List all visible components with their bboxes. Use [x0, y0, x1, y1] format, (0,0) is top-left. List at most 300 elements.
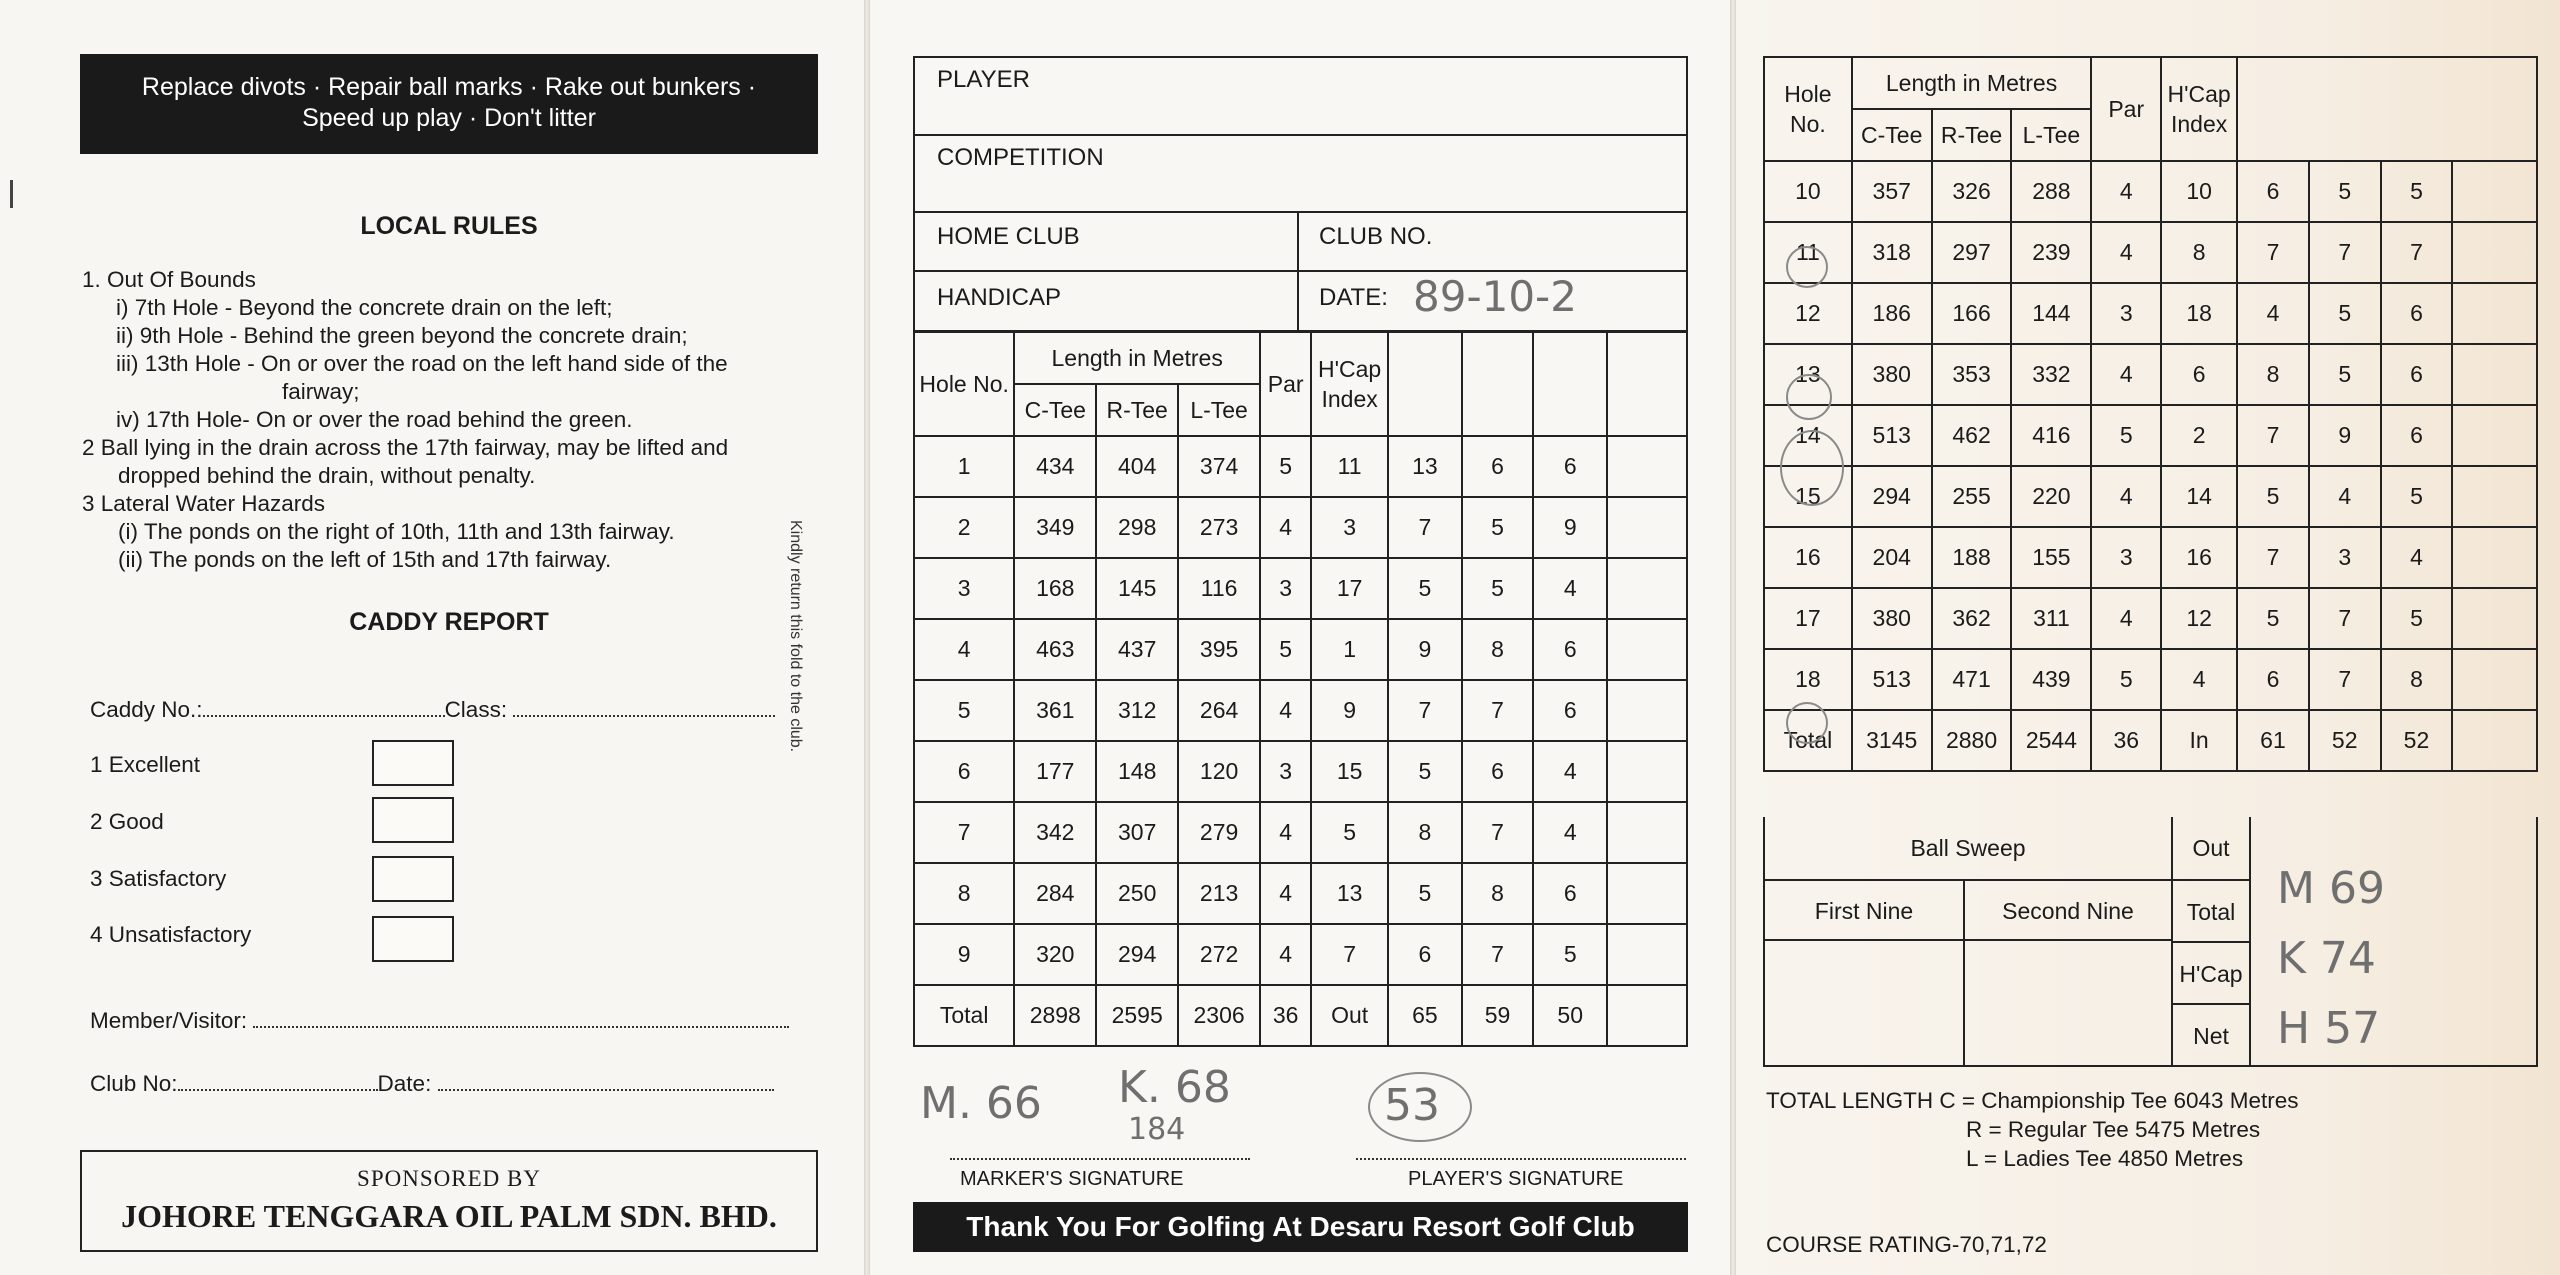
first-nine-field[interactable]	[1763, 939, 1965, 1067]
handwritten-score: 3	[2338, 544, 2352, 570]
l-tee-length: 2544	[2011, 710, 2091, 771]
score-cell[interactable]	[2309, 710, 2381, 771]
c-tee-length: 357	[1852, 161, 1932, 222]
par-value: 4	[2091, 466, 2161, 527]
course-rating: COURSE RATING-70,71,72	[1766, 1232, 2047, 1257]
score-cell[interactable]	[1533, 924, 1607, 985]
handwritten-score: 7	[2338, 666, 2352, 692]
length-header: Length in Metres	[1852, 57, 2092, 109]
club-no-field[interactable]	[178, 1075, 378, 1091]
member-visitor-label: Member/Visitor:	[90, 1008, 248, 1033]
handwritten-score: 7	[2338, 239, 2352, 265]
handwritten-score: 6	[2410, 300, 2423, 326]
total-row	[914, 985, 1687, 1046]
c-tee-length: 294	[1852, 466, 1932, 527]
hole-row	[914, 680, 1687, 741]
handwritten-score: 52	[2403, 727, 2430, 753]
player-signature-label: PLAYER'S SIGNATURE	[1408, 1168, 1624, 1190]
score-cell[interactable]	[2309, 161, 2381, 222]
handwritten-score: 6	[1418, 941, 1432, 967]
handwritten-score: 5	[1418, 880, 1432, 906]
score-cell[interactable]	[1388, 863, 1462, 924]
score-cell[interactable]	[1607, 741, 1687, 802]
score-cell[interactable]	[1388, 497, 1462, 558]
l-tee-length: 272	[1178, 924, 1260, 985]
hcap-index-header: H'Cap Index	[1311, 332, 1388, 436]
hcap-label: H'Cap	[2171, 941, 2251, 1005]
score-col-header[interactable]	[1607, 332, 1687, 436]
second-nine-label: Second Nine	[1963, 879, 2173, 941]
r-tee-length: 255	[1932, 466, 2012, 527]
par-value: 4	[1260, 802, 1311, 863]
handwritten-score: 7	[1418, 514, 1432, 540]
score-col-header[interactable]	[1388, 332, 1462, 436]
score-cell[interactable]	[1388, 680, 1462, 741]
score-cell[interactable]	[1462, 558, 1534, 619]
handicap-row	[915, 272, 1686, 332]
handwritten-score: 52	[2331, 727, 2358, 753]
handwritten-score: 9	[1563, 514, 1577, 540]
par-value: 3	[1260, 558, 1311, 619]
handwritten-score: 7	[2266, 239, 2280, 265]
circled-hole-14	[1780, 430, 1844, 506]
r-tee-length: 297	[1932, 222, 2012, 283]
hcap-index: 5	[1311, 802, 1388, 863]
handwritten-score: 6	[1491, 453, 1504, 479]
score-cell[interactable]	[1533, 436, 1607, 497]
first-nine-label: First Nine	[1763, 879, 1965, 941]
hcap-index-header: H'Cap Index	[2161, 57, 2237, 161]
date-field[interactable]	[438, 1075, 774, 1091]
hole-row	[914, 863, 1687, 924]
score-cell[interactable]	[2237, 527, 2309, 588]
handwritten-score: 5	[1418, 575, 1432, 601]
hcap-index: 10	[2161, 161, 2237, 222]
par-value: 4	[2091, 588, 2161, 649]
rule-item: 1. Out Of Bounds	[82, 267, 256, 292]
l-tee-length: 439	[2011, 649, 2091, 710]
score-cell[interactable]	[1462, 863, 1534, 924]
rule-item: i) 7th Hole - Beyond the concrete drain on the left;	[116, 295, 613, 320]
rule-item: (ii) The ponds on the left of 15th and 17th fairway.	[118, 547, 612, 572]
score-cell[interactable]	[2452, 405, 2537, 466]
handwritten-score: 6	[1563, 453, 1577, 479]
r-tee-length: 437	[1096, 619, 1178, 680]
handwritten-score: 6	[1563, 636, 1577, 662]
r-tee-length: 188	[1932, 527, 2012, 588]
hole-number: 5	[914, 680, 1014, 741]
hcap-index: 1	[1311, 619, 1388, 680]
hole-number: 16	[1764, 527, 1852, 588]
score-cell[interactable]	[2309, 466, 2381, 527]
score-cell[interactable]	[2309, 344, 2381, 405]
par-value: 3	[1260, 741, 1311, 802]
front-nine-scorecard	[913, 331, 1688, 1047]
handwritten-score: 5	[2266, 605, 2280, 631]
rating-excellent: 1 Excellent	[90, 752, 201, 777]
hcap-index: 16	[2161, 527, 2237, 588]
score-cell[interactable]	[1462, 741, 1534, 802]
hole-number: 12	[1764, 283, 1852, 344]
handwritten-score: 6	[1491, 758, 1504, 784]
r-tee-length: 166	[1932, 283, 2012, 344]
club-no-label: CLUB NO.	[1319, 223, 1433, 250]
score-cell[interactable]	[2309, 649, 2381, 710]
c-tee-length: 168	[1014, 558, 1096, 619]
l-tee-length: 220	[2011, 466, 2091, 527]
score-cell[interactable]	[2381, 405, 2453, 466]
club-date-row	[90, 1071, 774, 1097]
competition-label: COMPETITION	[937, 144, 1104, 171]
handwritten-score: 6	[1563, 880, 1577, 906]
score-cell[interactable]	[2452, 588, 2537, 649]
rating-excellent-checkbox[interactable]	[372, 740, 454, 786]
score-cell[interactable]	[2309, 283, 2381, 344]
score-cell[interactable]	[1533, 497, 1607, 558]
r-tee-length: 294	[1096, 924, 1178, 985]
score-cell[interactable]	[2381, 588, 2453, 649]
handwritten-score: 7	[2410, 239, 2423, 265]
score-cell[interactable]	[2452, 283, 2537, 344]
handwritten-score: 8	[1491, 636, 1504, 662]
l-tee-length: 273	[1178, 497, 1260, 558]
hole-row	[1764, 283, 2537, 344]
hcap-index: 3	[1311, 497, 1388, 558]
hole-number: 3	[914, 558, 1014, 619]
circled-hole-11	[1786, 246, 1828, 288]
handwritten-score: 50	[1557, 1002, 1584, 1028]
handwritten-score: 5	[2338, 361, 2352, 387]
c-tee-header: C-Tee	[1852, 109, 1932, 161]
return-fold-note: Kindly return this fold to the club.	[787, 520, 804, 753]
handwritten-score: 5	[2338, 178, 2352, 204]
score-cell[interactable]	[1533, 680, 1607, 741]
score-cell[interactable]	[1388, 924, 1462, 985]
par-value: 5	[2091, 649, 2161, 710]
c-tee-length: 320	[1014, 924, 1096, 985]
score-cell[interactable]	[2237, 649, 2309, 710]
score-cell[interactable]	[1462, 497, 1534, 558]
total-label: Total	[2171, 879, 2251, 943]
hole-number: 10	[1764, 161, 1852, 222]
score-cell[interactable]	[2237, 405, 2309, 466]
summary-hw-3: H 57	[2277, 1003, 2381, 1054]
score-cell[interactable]	[1607, 802, 1687, 863]
caddy-no-field[interactable]	[203, 701, 445, 717]
score-col-header[interactable]	[2237, 57, 2537, 161]
hole-row	[1764, 344, 2537, 405]
sponsor-name: JOHORE TENGGARA OIL PALM SDN. BHD.	[121, 1198, 777, 1234]
marker-signature-line[interactable]	[950, 1158, 1250, 1160]
hcap-index: 18	[2161, 283, 2237, 344]
score-cell[interactable]	[1607, 558, 1687, 619]
hcap-index: 7	[1311, 924, 1388, 985]
circled-hole-13	[1786, 374, 1832, 420]
handwritten-score: 4	[2266, 300, 2280, 326]
hole-row	[1764, 222, 2537, 283]
score-cell[interactable]	[2381, 710, 2453, 771]
summary-hw-1: M 69	[2277, 863, 2385, 914]
hole-row	[914, 436, 1687, 497]
c-tee-length: 380	[1852, 588, 1932, 649]
score-cell[interactable]	[2381, 222, 2453, 283]
score-cell[interactable]	[1533, 802, 1607, 863]
score-cell[interactable]	[2237, 283, 2309, 344]
handwritten-score: 5	[1491, 514, 1504, 540]
par-value: 4	[2091, 344, 2161, 405]
r-tee-length: 462	[1932, 405, 2012, 466]
handwritten-score: 13	[1412, 453, 1438, 479]
r-tee-length: 250	[1096, 863, 1178, 924]
hole-row	[914, 558, 1687, 619]
score-cell[interactable]	[2452, 344, 2537, 405]
handwritten-score: 4	[1563, 819, 1577, 845]
caddy-no-label: Caddy No.:	[90, 697, 203, 722]
handwritten-score: 9	[2338, 422, 2352, 448]
hole-row	[1764, 527, 2537, 588]
competition-row[interactable]	[915, 136, 1686, 213]
score-cell[interactable]	[2237, 222, 2309, 283]
hole-no-header: Hole No.	[1764, 57, 1852, 161]
hole-number: 15	[1764, 466, 1852, 527]
score-cell[interactable]	[2309, 405, 2381, 466]
score-cell[interactable]	[2381, 649, 2453, 710]
score-cell[interactable]	[1388, 558, 1462, 619]
r-tee-length: 362	[1932, 588, 2012, 649]
hole-number: 11	[1764, 222, 1852, 283]
hole-row	[914, 619, 1687, 680]
score-cell[interactable]	[1533, 558, 1607, 619]
handwritten-score: 65	[1412, 1002, 1438, 1028]
c-tee-length: 513	[1852, 649, 1932, 710]
hcap-index: 13	[1311, 863, 1388, 924]
score-cell[interactable]	[1462, 985, 1534, 1046]
rating-unsatisfactory: 4 Unsatisfactory	[90, 922, 252, 947]
score-cell[interactable]	[1462, 924, 1534, 985]
handwritten-score: 7	[2338, 605, 2352, 631]
score-cell[interactable]	[2309, 527, 2381, 588]
r-tee-length: 298	[1096, 497, 1178, 558]
score-cell[interactable]	[1462, 802, 1534, 863]
score-cell[interactable]	[1388, 985, 1462, 1046]
date-label: DATE:	[1319, 284, 1388, 311]
handwritten-score: 8	[2266, 361, 2280, 387]
hole-row	[914, 802, 1687, 863]
score-cell[interactable]	[2381, 527, 2453, 588]
l-tee-length: 155	[2011, 527, 2091, 588]
rule-item: iii) 13th Hole - On or over the road on the left hand side of the	[116, 351, 728, 376]
regular-tee-line: R = Regular Tee 5475 Metres	[1966, 1117, 2261, 1142]
score-cell[interactable]	[1607, 985, 1687, 1046]
caddy-no-row	[90, 697, 775, 723]
score-cell[interactable]	[2237, 161, 2309, 222]
score-cell[interactable]	[1533, 985, 1607, 1046]
r-tee-header: R-Tee	[1096, 384, 1178, 436]
par-value: 36	[2091, 710, 2161, 771]
rule-item: 2 Ball lying in the drain across the 17th fairway, may be lifted and	[82, 435, 729, 460]
player-label: PLAYER	[937, 66, 1030, 93]
score-cell[interactable]	[2381, 466, 2453, 527]
score-cell[interactable]	[2452, 527, 2537, 588]
l-tee-length: 116	[1178, 558, 1260, 619]
rule-item: (i) The ponds on the right of 10th, 11th and 13th fairway.	[118, 519, 675, 544]
score-cell[interactable]	[1462, 436, 1534, 497]
rating-satisfactory-checkbox[interactable]	[372, 856, 454, 902]
c-tee-length: 361	[1014, 680, 1096, 741]
l-tee-length: 239	[2011, 222, 2091, 283]
rule-item: dropped behind the drain, without penalty.	[118, 463, 536, 488]
score-cell[interactable]	[2237, 466, 2309, 527]
score-col-header[interactable]	[1462, 332, 1534, 436]
r-tee-length: 2880	[1932, 710, 2012, 771]
par-value: 4	[1260, 497, 1311, 558]
par-value: 4	[1260, 863, 1311, 924]
handwritten-score: 5	[1418, 758, 1432, 784]
score-cell[interactable]	[1462, 619, 1534, 680]
rating-good: 2 Good	[90, 809, 164, 834]
hcap-index: 12	[2161, 588, 2237, 649]
l-tee-header: L-Tee	[2011, 109, 2091, 161]
hole-number: 2	[914, 497, 1014, 558]
score-cell[interactable]	[1388, 802, 1462, 863]
r-tee-length: 148	[1096, 741, 1178, 802]
l-tee-length: 2306	[1178, 985, 1260, 1046]
score-cell[interactable]	[2452, 466, 2537, 527]
hole-row	[1764, 466, 2537, 527]
hole-number: 17	[1764, 588, 1852, 649]
par-value: 5	[1260, 619, 1311, 680]
score-col-header[interactable]	[1533, 332, 1607, 436]
rule-item: iv) 17th Hole- On or over the road behind the green.	[116, 407, 633, 432]
par-value: 4	[1260, 924, 1311, 985]
handwritten-score: 8	[1418, 819, 1432, 845]
c-tee-length: 513	[1852, 405, 1932, 466]
hcap-index: 14	[2161, 466, 2237, 527]
par-header: Par	[2091, 57, 2161, 161]
banner-line-2: Speed up play · Don't litter	[302, 104, 596, 132]
score-cell[interactable]	[2381, 283, 2453, 344]
score-cell[interactable]	[1533, 863, 1607, 924]
l-tee-length: 288	[2011, 161, 2091, 222]
score-cell[interactable]	[1607, 497, 1687, 558]
handwritten-score: 59	[1484, 1002, 1511, 1028]
score-cell[interactable]	[2452, 161, 2537, 222]
score-cell[interactable]	[2237, 344, 2309, 405]
score-cell[interactable]	[2452, 710, 2537, 771]
local-rules-title: LOCAL RULES	[360, 212, 538, 240]
total-row	[1764, 710, 2537, 771]
score-cell[interactable]	[1533, 619, 1607, 680]
r-tee-header: R-Tee	[1932, 109, 2012, 161]
handwritten-score: 5	[2410, 483, 2423, 509]
r-tee-length: 2595	[1096, 985, 1178, 1046]
score-cell[interactable]	[1388, 619, 1462, 680]
banner-line-1: Replace divots · Repair ball marks · Rake out bunkers ·	[141, 73, 757, 101]
r-tee-length: 326	[1932, 161, 2012, 222]
c-tee-length: 177	[1014, 741, 1096, 802]
score-cell[interactable]	[1533, 741, 1607, 802]
handwritten-score: 5	[2266, 483, 2280, 509]
rule-item: fairway;	[282, 379, 360, 404]
hole-number: 14	[1764, 405, 1852, 466]
c-tee-length: 3145	[1852, 710, 1932, 771]
handwritten-score: 7	[1491, 697, 1504, 723]
hole-number: 18	[1764, 649, 1852, 710]
player-row[interactable]	[915, 58, 1686, 136]
score-cell[interactable]	[2237, 710, 2309, 771]
rating-good-checkbox[interactable]	[372, 797, 454, 843]
player-signature-line[interactable]	[1356, 1158, 1686, 1160]
handwritten-score: 4	[2338, 483, 2352, 509]
hole-no-header: Hole No.	[914, 332, 1014, 436]
score-cell[interactable]	[2309, 588, 2381, 649]
score-cell[interactable]	[1607, 680, 1687, 741]
score-cell[interactable]	[2309, 222, 2381, 283]
player-info-box	[913, 56, 1688, 332]
l-tee-length: 279	[1178, 802, 1260, 863]
rating-unsatisfactory-checkbox[interactable]	[372, 916, 454, 962]
class-label: Class:	[444, 697, 508, 722]
hole-number: 9	[914, 924, 1014, 985]
edge-mark	[10, 180, 13, 208]
hole-row	[1764, 405, 2537, 466]
score-cell[interactable]	[1607, 436, 1687, 497]
score-cell[interactable]	[1607, 863, 1687, 924]
hcap-index: In	[2161, 710, 2237, 771]
handwritten-score: 6	[2410, 361, 2423, 387]
total-label: Total	[914, 985, 1014, 1046]
score-cell[interactable]	[2452, 649, 2537, 710]
member-visitor-field[interactable]	[253, 1012, 789, 1028]
score-cell[interactable]	[1462, 680, 1534, 741]
c-tee-length: 349	[1014, 497, 1096, 558]
r-tee-length: 404	[1096, 436, 1178, 497]
score-cell[interactable]	[2381, 161, 2453, 222]
score-cell[interactable]	[1607, 924, 1687, 985]
par-value: 4	[2091, 161, 2161, 222]
marker-note-m: M. 66	[920, 1078, 1042, 1129]
score-cell[interactable]	[2237, 588, 2309, 649]
par-value: 3	[2091, 283, 2161, 344]
score-cell[interactable]	[1607, 619, 1687, 680]
class-field[interactable]	[513, 701, 775, 717]
score-cell[interactable]	[1388, 741, 1462, 802]
total-label: Total	[1764, 710, 1852, 771]
hole-number: 4	[914, 619, 1014, 680]
hole-number: 13	[1764, 344, 1852, 405]
hcap-index: 4	[2161, 649, 2237, 710]
l-tee-length: 395	[1178, 619, 1260, 680]
handwritten-score: 5	[2410, 178, 2423, 204]
hole-row	[914, 497, 1687, 558]
handwritten-score: 4	[1563, 758, 1577, 784]
hcap-index: 8	[2161, 222, 2237, 283]
ball-sweep-box	[1763, 817, 2538, 1067]
c-tee-length: 380	[1852, 344, 1932, 405]
score-cell[interactable]	[2452, 222, 2537, 283]
handwritten-score: 4	[1563, 575, 1577, 601]
score-cell[interactable]	[1388, 436, 1462, 497]
l-tee-length: 416	[2011, 405, 2091, 466]
handwritten-score: 5	[1491, 575, 1504, 601]
second-nine-field[interactable]	[1963, 939, 2173, 1067]
home-club-row	[915, 213, 1686, 272]
back-nine-scorecard	[1763, 56, 2538, 772]
rule-item: ii) 9th Hole - Behind the green beyond the concrete drain;	[116, 323, 688, 348]
etiquette-banner	[80, 54, 818, 154]
score-cell[interactable]	[2381, 344, 2453, 405]
par-value: 4	[2091, 222, 2161, 283]
